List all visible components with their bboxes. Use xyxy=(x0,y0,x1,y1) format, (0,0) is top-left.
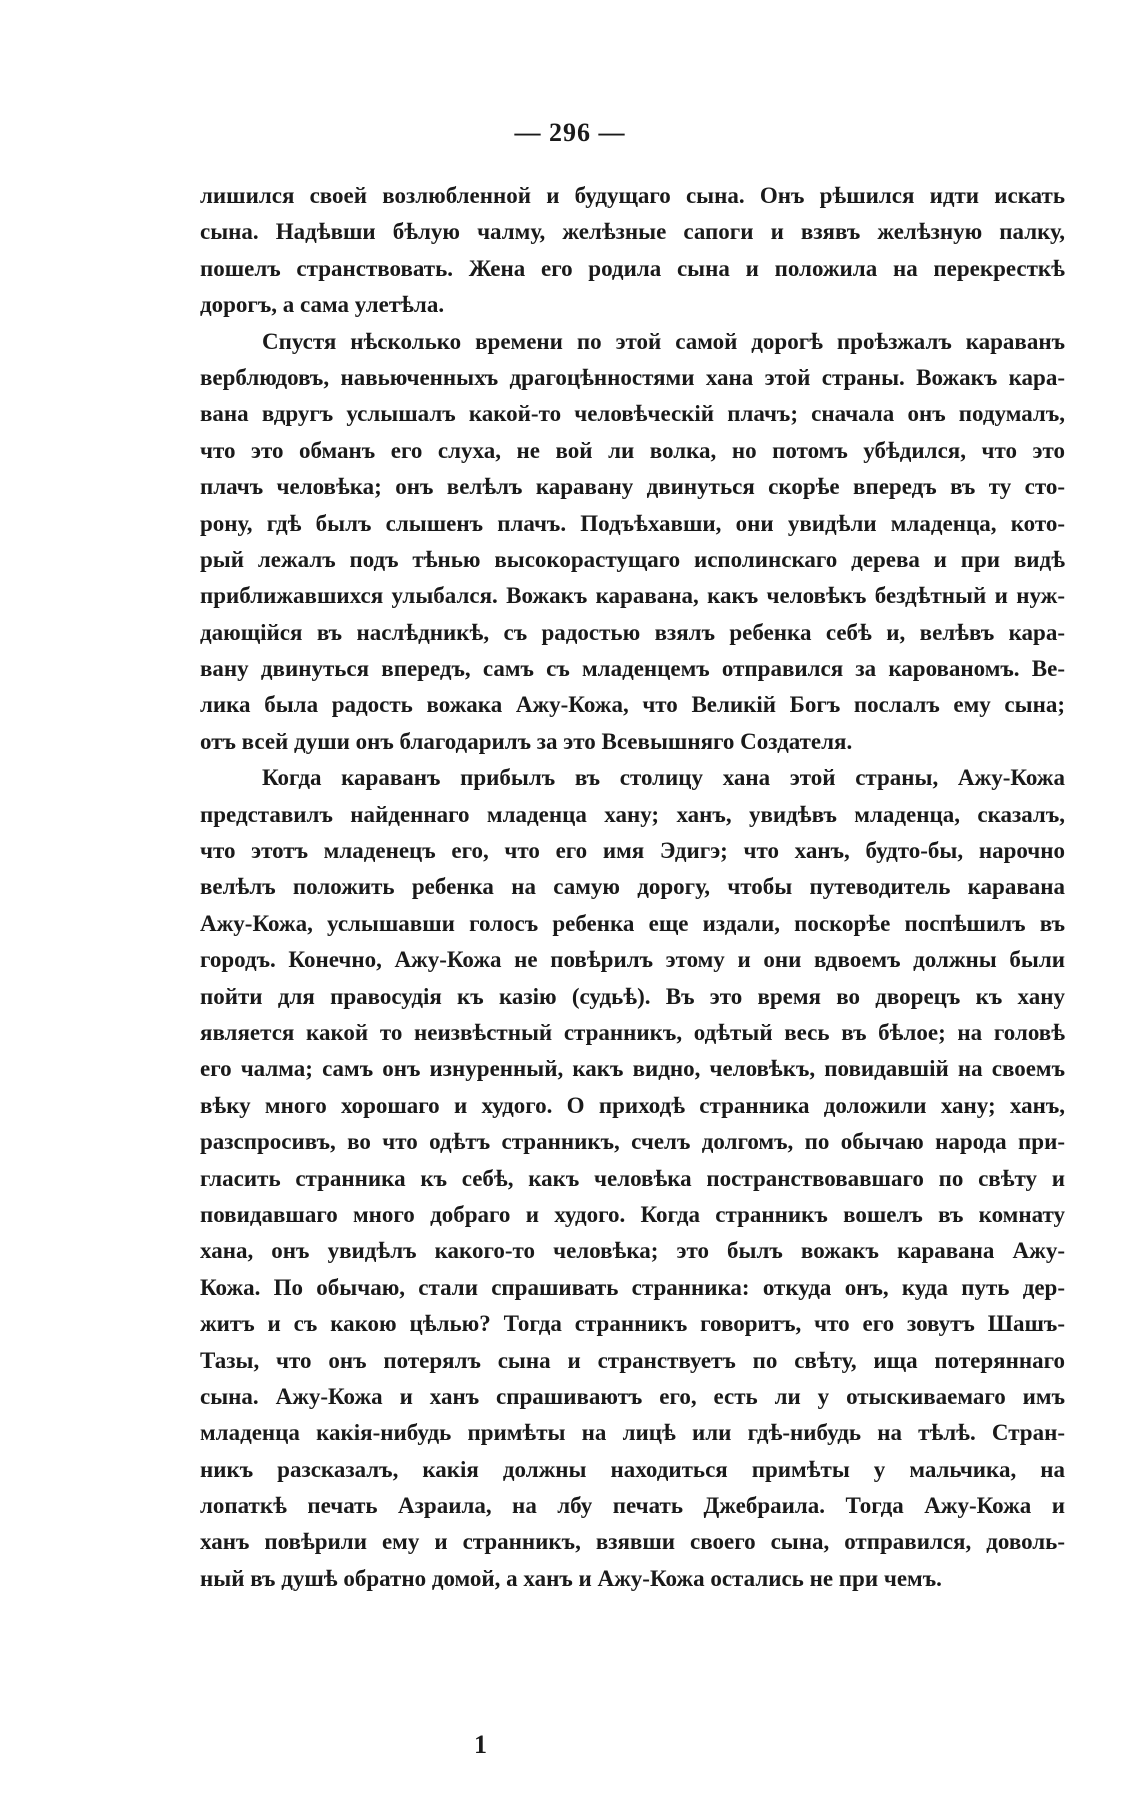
text-line: гласить странника къ себѣ, какъ человѣка постранствовавшаго по свѣту и xyxy=(200,1165,1065,1191)
text-line: разспросивъ, во что одѣтъ странникъ, счелъ долгомъ, по обычаю народа при- xyxy=(200,1129,1065,1155)
text-line: является какой то неизвѣстный странникъ, одѣтый весь въ бѣлое; на головѣ xyxy=(200,1019,1065,1045)
text-line: Спустя нѣсколько времени по этой самой дорогѣ проѣзжалъ караванъ xyxy=(262,328,1065,354)
text-line: дающійся въ наслѣдникѣ, съ радостью взялъ ребенка себѣ и, велѣвъ кара- xyxy=(200,619,1065,645)
signature-mark: 1 xyxy=(474,1730,487,1759)
text-line: Когда караванъ прибылъ въ столицу хана этой страны, Ажу-Кожа xyxy=(262,765,1065,791)
text-line: вана вдругъ услышалъ какой-то человѣческій плачъ; сначала онъ подумалъ, xyxy=(200,401,1065,427)
paragraph xyxy=(200,178,1065,324)
text-line: плачъ человѣка; онъ велѣлъ каравану двинуться скорѣе впередъ въ ту сто- xyxy=(200,474,1065,500)
text-line: хана, онъ увидѣлъ какого-то человѣка; это былъ вожакъ каравана Ажу- xyxy=(200,1238,1065,1264)
text-line: лопаткѣ печать Азраила, на лбу печать Джебраила. Тогда Ажу-Кожа и xyxy=(200,1493,1065,1519)
page-number: — 296 — xyxy=(514,118,626,147)
text-line: пошелъ странствовать. Жена его родила сына и положила на перекресткѣ xyxy=(200,255,1065,281)
text-line: никъ разсказалъ, какія должны находиться примѣты у мальчика, на xyxy=(200,1456,1065,1482)
body-text xyxy=(200,178,1065,1597)
text-line: рону, гдѣ былъ слышенъ плачъ. Подъѣхавши, они увидѣли младенца, кото- xyxy=(200,510,1065,536)
text-line: сына. Надѣвши бѣлую чалму, желѣзные сапоги и взявъ желѣзную палку, xyxy=(200,219,1065,245)
text-line: сына. Ажу-Кожа и ханъ спрашиваютъ его, есть ли у отыскиваемаго имъ xyxy=(200,1383,1065,1409)
text-line: городъ. Конечно, Ажу-Кожа не повѣрилъ этому и они вдвоемъ должны были xyxy=(200,947,1065,973)
text-line: представилъ найденнаго младенца хану; ханъ, увидѣвъ младенца, сказалъ, xyxy=(200,801,1065,827)
paragraph xyxy=(200,324,1065,761)
text-line: рый лежалъ подъ тѣнью высокорастущаго исполинскаго дерева и при видѣ xyxy=(200,546,1065,572)
text-line: вѣку много хорошаго и худого. О приходѣ странника доложили хану; ханъ, xyxy=(200,1092,1065,1118)
text-line: велѣлъ положить ребенка на самую дорогу, чтобы путеводитель каравана xyxy=(200,874,1065,900)
text-line: житъ и съ какою цѣлью? Тогда странникъ говоритъ, что его зовутъ Шашъ- xyxy=(200,1311,1065,1337)
text-line: что это обманъ его слуха, не вой ли волка, но потомъ убѣдился, что это xyxy=(200,437,1065,463)
text-line: вану двинуться впередъ, самъ съ младенцемъ отправился за карованомъ. Ве- xyxy=(200,656,1065,682)
text-line: лишился своей возлюбленной и будущаго сына. Онъ рѣшился идти искать xyxy=(200,183,1065,208)
text-line: приближавшихся улыбался. Вожакъ каравана, какъ человѣкъ бездѣтный и нуж- xyxy=(200,583,1065,609)
text-line: повидавшаго много добраго и худого. Когда странникъ вошелъ въ комнату xyxy=(200,1201,1065,1227)
text-line: ханъ повѣрили ему и странникъ, взявши своего сына, отправился, доволь- xyxy=(200,1529,1065,1555)
text-line: ный въ душѣ обратно домой, а ханъ и Ажу-Кожа остались не при чемъ. xyxy=(200,1565,942,1591)
text-line: Ажу-Кожа, услышавши голосъ ребенка еще издали, поскорѣе поспѣшилъ въ xyxy=(200,910,1065,936)
text-line: лика была радость вожака Ажу-Кожа, что Великій Богъ послалъ ему сына; xyxy=(200,692,1065,718)
text-line: его чалма; самъ онъ изнуренный, какъ видно, человѣкъ, повидавшій на своемъ xyxy=(200,1056,1065,1082)
text-line: младенца какія-нибудь примѣты на лицѣ или гдѣ-нибудь на тѣлѣ. Стран- xyxy=(200,1420,1065,1446)
text-line: пойти для правосудія къ казію (судьѣ). Въ это время во дворецъ къ хану xyxy=(200,983,1065,1009)
paragraph xyxy=(200,760,1065,1597)
text-line: верблюдовъ, навьюченныхъ драгоцѣнностями хана этой страны. Вожакъ кара- xyxy=(200,364,1065,390)
text-line: отъ всей души онъ благодарилъ за это Всевышняго Создателя. xyxy=(200,728,853,754)
text-line: Кожа. По обычаю, стали спрашивать странника: откуда онъ, куда путь дер- xyxy=(200,1274,1065,1300)
text-line: Тазы, что онъ потерялъ сына и странствуетъ по свѣту, ища потеряннаго xyxy=(200,1347,1065,1373)
text-line: дорогъ, а сама улетѣла. xyxy=(200,292,445,318)
text-line: что этотъ младенецъ его, что его имя Эдигэ; что ханъ, будто-бы, нарочно xyxy=(200,838,1065,864)
